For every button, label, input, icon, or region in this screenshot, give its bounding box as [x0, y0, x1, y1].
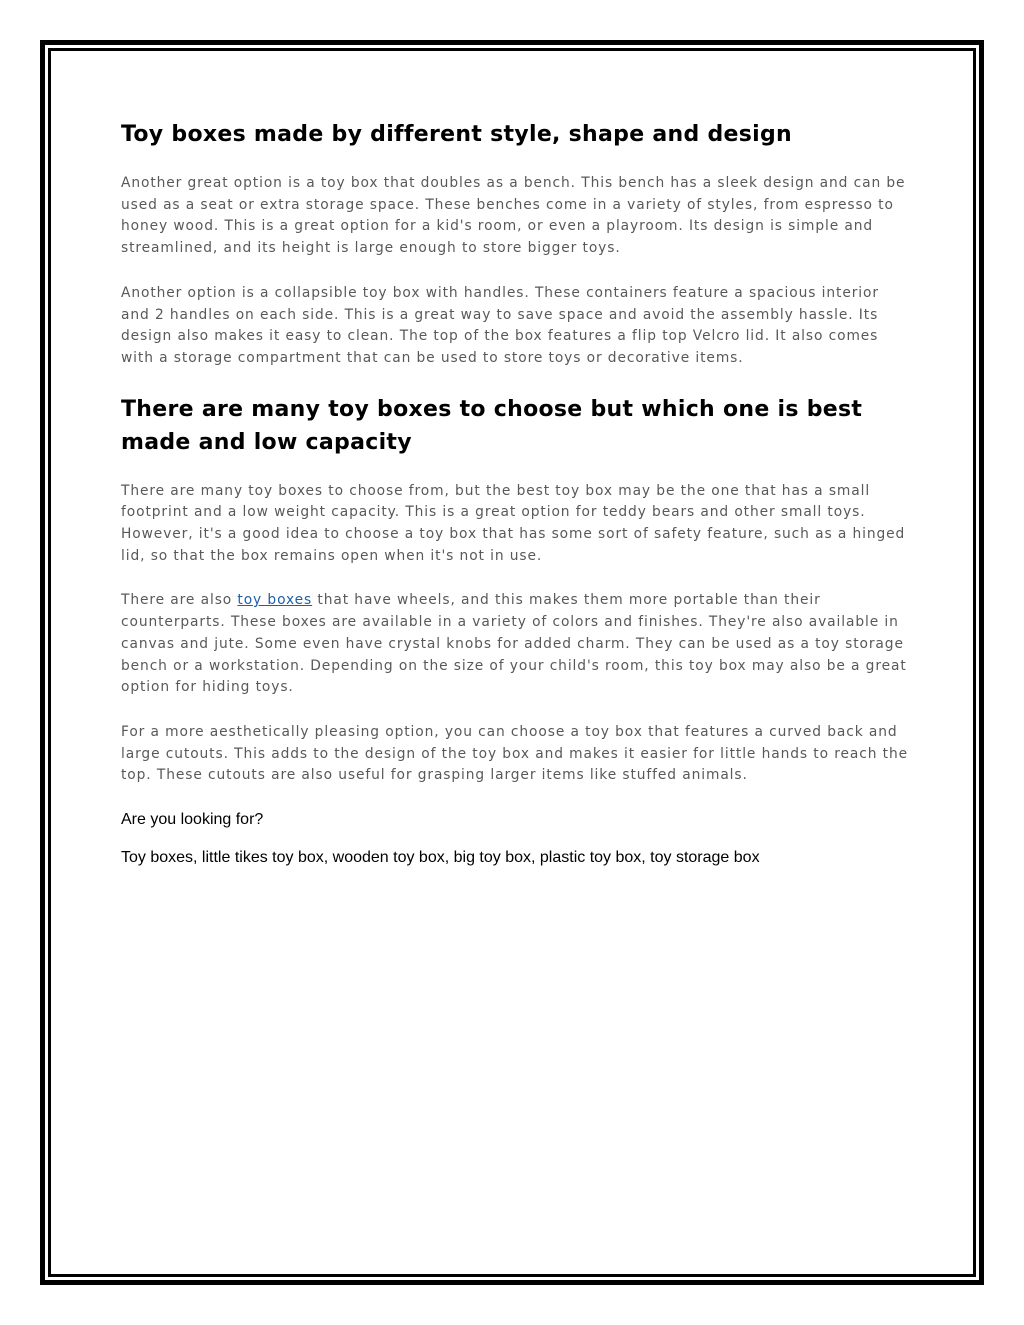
- looking-for-question: Are you looking for?: [121, 811, 264, 829]
- document-body: [121, 118, 911, 886]
- paragraph-bench-option: Another great option is a toy box that doubles as a bench. This bench has a sleek design and can be used as a seat or extra storage space. These benches come in a variety of styles, from espresso to honey wood. This is a great option for a kid's room, or even a playroom. Its design is simple and streamlined, and its height is large enough to store bigger toys.: [121, 175, 906, 257]
- paragraph-wheels-lead: There are also: [121, 592, 238, 609]
- keywords-list: Toy boxes, little tikes toy box, wooden toy box, big toy box, plastic toy box, toy storage box: [121, 849, 760, 867]
- paragraph-wheels: [121, 590, 911, 699]
- section-heading-choose-best: There are many toy boxes to choose but which one is best made and low capacity: [121, 396, 863, 455]
- paragraph-small-footprint: There are many toy boxes to choose from, but the best toy box may be the one that has a small footprint and a low weight capacity. This is a great option for teddy bears and other small toys. However, it's a good idea to choose a toy box that has some sort of safety feature, such as a hinged lid, so that the box remains open when it's not in use.: [121, 482, 906, 564]
- paragraph-wheels-rest: that have wheels, and this makes them more portable than their counterparts. These boxes are available in a variety of colors and finishes. They're also available in canvas and jute. Some even have crystal knobs for added charm. They can be used as a toy storage bench or a workstation. Depending on the size of your child's room, this toy box may also be a great option for hiding toys.: [121, 592, 907, 696]
- toy-boxes-link[interactable]: toy boxes: [237, 592, 313, 609]
- section-heading-styles: Toy boxes made by different style, shape and design: [121, 122, 793, 147]
- paragraph-curved-back: For a more aesthetically pleasing option, you can choose a toy box that features a curved back and large cutouts. This adds to the design of the toy box and makes it easier for little hands to reach the top. These cutouts are also useful for grasping larger items like stuffed animals.: [121, 723, 908, 784]
- paragraph-collapsible-option: Another option is a collapsible toy box with handles. These containers feature a spacious interior and 2 handles on each side. This is a great way to save space and avoid the assembly hassle. Its design also makes it easy to clean. The top of the box features a flip top Velcro lid. It also comes with a storage compartment that can be used to store toys or decorative items.: [121, 284, 879, 366]
